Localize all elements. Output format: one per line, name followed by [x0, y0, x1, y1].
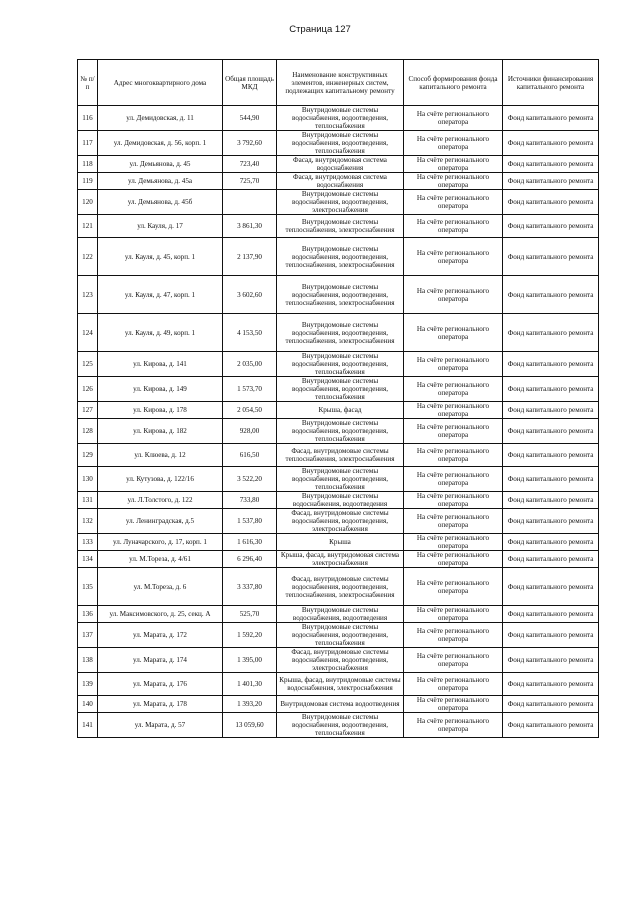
cell-num: 133 [78, 534, 98, 551]
table-row [78, 419, 599, 444]
cell-address: ул. Кирова, д. 141 [98, 352, 223, 377]
col-header-address: Адрес многоквартирного дома [98, 60, 223, 106]
cell-source: Фонд капитального ремонта [503, 713, 599, 738]
cell-elements: Внутридомовые системы водоснабжения, водоотведения, теплоснабжения [277, 713, 404, 738]
cell-area: 3 522,20 [223, 467, 277, 492]
cell-num: 118 [78, 156, 98, 173]
cell-method: На счёте регионального оператора [404, 648, 503, 673]
page-header: Страница 127 [289, 24, 351, 35]
cell-elements: Фасад, внутридомовые системы водоснабжения, водоотведения, электроснабжения [277, 509, 404, 534]
table-row [78, 509, 599, 534]
cell-source: Фонд капитального ремонта [503, 696, 599, 713]
cell-method: На счёте регионального оператора [404, 568, 503, 606]
cell-source: Фонд капитального ремонта [503, 606, 599, 623]
cell-method: На счёте регионального оператора [404, 314, 503, 352]
cell-elements: Крыша, фасад, внутридомовая система электроснабжения [277, 551, 404, 568]
cell-method: На счёте регионального оператора [404, 131, 503, 156]
cell-source: Фонд капитального ремонта [503, 509, 599, 534]
cell-source: Фонд капитального ремонта [503, 106, 599, 131]
cell-address: ул. Кирова, д. 149 [98, 377, 223, 402]
cell-method: На счёте регионального оператора [404, 276, 503, 314]
cell-elements: Внутридомовые системы водоснабжения, водоотведения, теплоснабжения, электроснабжения [277, 276, 404, 314]
cell-area: 2 035,00 [223, 352, 277, 377]
cell-source: Фонд капитального ремонта [503, 492, 599, 509]
cell-num: 139 [78, 673, 98, 696]
cell-area: 3 792,60 [223, 131, 277, 156]
repair-registry-table [77, 59, 599, 738]
cell-elements: Внутридомовые системы водоснабжения, водоотведения, теплоснабжения [277, 623, 404, 648]
cell-area: 616,50 [223, 444, 277, 467]
cell-area: 1 573,70 [223, 377, 277, 402]
cell-source: Фонд капитального ремонта [503, 419, 599, 444]
cell-address: ул. Максимовского, д. 25, секц. А [98, 606, 223, 623]
col-header-sources: Источники финансирования капитального ремонта [503, 60, 599, 106]
cell-area: 725,70 [223, 173, 277, 190]
cell-method: На счёте регионального оператора [404, 606, 503, 623]
cell-source: Фонд капитального ремонта [503, 673, 599, 696]
cell-elements: Внутридомовые системы водоснабжения, водоотведения, теплоснабжения [277, 131, 404, 156]
cell-num: 119 [78, 173, 98, 190]
table-row [78, 568, 599, 606]
cell-num: 124 [78, 314, 98, 352]
cell-method: На счёте регионального оператора [404, 673, 503, 696]
cell-method: На счёте регионального оператора [404, 696, 503, 713]
cell-method: На счёте регионального оператора [404, 444, 503, 467]
cell-area: 4 153,50 [223, 314, 277, 352]
cell-source: Фонд капитального ремонта [503, 238, 599, 276]
cell-method: На счёте регионального оператора [404, 492, 503, 509]
cell-source: Фонд капитального ремонта [503, 173, 599, 190]
cell-area [223, 190, 277, 215]
cell-num: 116 [78, 106, 98, 131]
cell-elements: Внутридомовые системы теплоснабжения, электроснабжения [277, 215, 404, 238]
cell-elements: Внутридомовые системы водоснабжения, водоотведения, электроснабжения [277, 190, 404, 215]
cell-address: ул. Марата, д. 57 [98, 713, 223, 738]
table-row [78, 623, 599, 648]
table-row [78, 402, 599, 419]
cell-elements: Внутридомовые системы водоснабжения, водоотведения [277, 606, 404, 623]
cell-source: Фонд капитального ремонта [503, 551, 599, 568]
cell-address: ул. Кауля, д. 17 [98, 215, 223, 238]
cell-source: Фонд капитального ремонта [503, 534, 599, 551]
cell-method: На счёте регионального оператора [404, 402, 503, 419]
table-row [78, 377, 599, 402]
cell-method: На счёте регионального оператора [404, 419, 503, 444]
cell-source: Фонд капитального ремонта [503, 215, 599, 238]
cell-area: 6 296,40 [223, 551, 277, 568]
table-row [78, 131, 599, 156]
cell-method: На счёте регионального оператора [404, 551, 503, 568]
cell-area: 2 054,50 [223, 402, 277, 419]
cell-num: 121 [78, 215, 98, 238]
cell-source: Фонд капитального ремонта [503, 623, 599, 648]
cell-num: 136 [78, 606, 98, 623]
cell-elements: Крыша, фасад, внутридомовые системы водоснабжения, электроснабжения [277, 673, 404, 696]
cell-address: ул. Марата, д. 174 [98, 648, 223, 673]
cell-num: 127 [78, 402, 98, 419]
cell-elements: Фасад, внутридомовая система водоснабжения [277, 156, 404, 173]
cell-method: На счёте регионального оператора [404, 623, 503, 648]
cell-num: 131 [78, 492, 98, 509]
cell-method: На счёте регионального оператора [404, 509, 503, 534]
cell-num: 126 [78, 377, 98, 402]
cell-source: Фонд капитального ремонта [503, 377, 599, 402]
cell-area: 13 059,60 [223, 713, 277, 738]
cell-method: На счёте регионального оператора [404, 352, 503, 377]
cell-area: 1 393,20 [223, 696, 277, 713]
table-row [78, 673, 599, 696]
cell-method: На счёте регионального оператора [404, 173, 503, 190]
cell-source: Фонд капитального ремонта [503, 314, 599, 352]
cell-address: ул. Демидовская, д. 56, корп. 1 [98, 131, 223, 156]
cell-source: Фонд капитального ремонта [503, 156, 599, 173]
cell-elements: Внутридомовые системы водоснабжения, водоотведения, теплоснабжения [277, 106, 404, 131]
cell-num: 141 [78, 713, 98, 738]
table-header-row [78, 60, 599, 106]
cell-method: На счёте регионального оператора [404, 215, 503, 238]
cell-source: Фонд капитального ремонта [503, 444, 599, 467]
cell-area: 723,40 [223, 156, 277, 173]
cell-address: ул. Луначарского, д. 17, корп. 1 [98, 534, 223, 551]
cell-elements: Внутридомовая система водоотведения [277, 696, 404, 713]
cell-num: 130 [78, 467, 98, 492]
cell-address: ул. Демьянова, д. 45б [98, 190, 223, 215]
col-header-num: № п/п [78, 60, 98, 106]
cell-address: ул. Кирова, д. 182 [98, 419, 223, 444]
cell-address: ул. М.Тореза, д. 6 [98, 568, 223, 606]
cell-num: 125 [78, 352, 98, 377]
cell-method: На счёте регионального оператора [404, 190, 503, 215]
cell-area: 544,90 [223, 106, 277, 131]
cell-elements: Внутридомовые системы водоснабжения, водоотведения, теплоснабжения, электроснабжения [277, 314, 404, 352]
cell-area: 1 616,30 [223, 534, 277, 551]
cell-source: Фонд капитального ремонта [503, 352, 599, 377]
cell-area: 928,00 [223, 419, 277, 444]
cell-elements: Крыша [277, 534, 404, 551]
cell-address: ул. Л.Толстого, д. 122 [98, 492, 223, 509]
cell-elements: Внутридомовые системы водоснабжения, водоотведения, теплоснабжения [277, 352, 404, 377]
cell-elements: Фасад, внутридомовые системы водоснабжения, водоотведения, теплоснабжения, электроснабжения [277, 568, 404, 606]
col-header-elements: Наименование конструктивных элементов, инженерных систем, подлежащих капитальному ремонту [277, 60, 404, 106]
cell-num: 135 [78, 568, 98, 606]
cell-elements: Фасад, внутридомовые системы теплоснабжения, электроснабжения [277, 444, 404, 467]
cell-area: 1 401,30 [223, 673, 277, 696]
cell-method: На счёте регионального оператора [404, 467, 503, 492]
cell-area: 3 861,30 [223, 215, 277, 238]
table-row [78, 276, 599, 314]
cell-area: 733,80 [223, 492, 277, 509]
cell-address: ул. Демьянова, д. 45а [98, 173, 223, 190]
cell-source: Фонд капитального ремонта [503, 402, 599, 419]
cell-method: На счёте регионального оператора [404, 534, 503, 551]
cell-address: ул. Ленинградская, д.5 [98, 509, 223, 534]
cell-address: ул. Марата, д. 178 [98, 696, 223, 713]
cell-method: На счёте регионального оператора [404, 377, 503, 402]
cell-source: Фонд капитального ремонта [503, 190, 599, 215]
cell-area: 2 137,90 [223, 238, 277, 276]
col-header-method: Способ формирования фонда капитального ремонта [404, 60, 503, 106]
cell-area: 1 537,80 [223, 509, 277, 534]
cell-num: 122 [78, 238, 98, 276]
cell-num: 134 [78, 551, 98, 568]
cell-source: Фонд капитального ремонта [503, 276, 599, 314]
cell-elements: Внутридомовые системы водоснабжения, водоотведения, теплоснабжения [277, 467, 404, 492]
cell-num: 129 [78, 444, 98, 467]
cell-elements: Внутридомовые системы водоснабжения, водоотведения, теплоснабжения [277, 377, 404, 402]
cell-num: 120 [78, 190, 98, 215]
cell-address: ул. Марата, д. 176 [98, 673, 223, 696]
cell-address: ул. Демьянова, д. 45 [98, 156, 223, 173]
cell-area: 3 337,80 [223, 568, 277, 606]
cell-num: 138 [78, 648, 98, 673]
table-row [78, 190, 599, 215]
cell-method: На счёте регионального оператора [404, 713, 503, 738]
table-row [78, 648, 599, 673]
table-row [78, 173, 599, 190]
cell-num: 123 [78, 276, 98, 314]
cell-address: ул. Кауля, д. 47, корп. 1 [98, 276, 223, 314]
cell-area: 1 395,00 [223, 648, 277, 673]
cell-num: 117 [78, 131, 98, 156]
table-row [78, 314, 599, 352]
cell-source: Фонд капитального ремонта [503, 131, 599, 156]
cell-elements: Внутридомовые системы водоснабжения, водоотведения [277, 492, 404, 509]
table-row [78, 352, 599, 377]
cell-elements: Внутридомовые системы водоснабжения, водоотведения, теплоснабжения, электроснабжения [277, 238, 404, 276]
cell-num: 128 [78, 419, 98, 444]
cell-num: 140 [78, 696, 98, 713]
cell-area: 1 592,20 [223, 623, 277, 648]
cell-address: ул. Кауля, д. 49, корп. 1 [98, 314, 223, 352]
table-row [78, 492, 599, 509]
table-row [78, 444, 599, 467]
table-row [78, 713, 599, 738]
cell-address: ул. Клюева, д. 12 [98, 444, 223, 467]
cell-address: ул. Кирова, д. 178 [98, 402, 223, 419]
cell-num: 137 [78, 623, 98, 648]
cell-method: На счёте регионального оператора [404, 156, 503, 173]
table-row [78, 106, 599, 131]
cell-elements: Крыша, фасад [277, 402, 404, 419]
cell-elements: Фасад, внутридомовые системы водоснабжения, водоотведения, электроснабжения [277, 648, 404, 673]
cell-source: Фонд капитального ремонта [503, 568, 599, 606]
table-row [78, 551, 599, 568]
cell-area: 525,70 [223, 606, 277, 623]
cell-area: 3 602,60 [223, 276, 277, 314]
table-row [78, 238, 599, 276]
cell-source: Фонд капитального ремонта [503, 648, 599, 673]
cell-method: На счёте регионального оператора [404, 106, 503, 131]
col-header-area: Общая площадь МКД [223, 60, 277, 106]
cell-address: ул. Демидовская, д. 11 [98, 106, 223, 131]
table-row [78, 606, 599, 623]
table-row [78, 534, 599, 551]
cell-method: На счёте регионального оператора [404, 238, 503, 276]
table-row [78, 467, 599, 492]
cell-address: ул. Кауля, д. 45, корп. 1 [98, 238, 223, 276]
cell-elements: Фасад, внутридомовая система водоснабжения [277, 173, 404, 190]
cell-address: ул. Кутузова, д. 122/16 [98, 467, 223, 492]
cell-elements: Внутридомовые системы водоснабжения, водоотведения, теплоснабжения [277, 419, 404, 444]
cell-source: Фонд капитального ремонта [503, 467, 599, 492]
cell-address: ул. М.Тореза, д. 4/61 [98, 551, 223, 568]
table-row [78, 696, 599, 713]
table-body [78, 106, 599, 738]
table-row [78, 156, 599, 173]
cell-num: 132 [78, 509, 98, 534]
table-row [78, 215, 599, 238]
cell-address: ул. Марата, д. 172 [98, 623, 223, 648]
